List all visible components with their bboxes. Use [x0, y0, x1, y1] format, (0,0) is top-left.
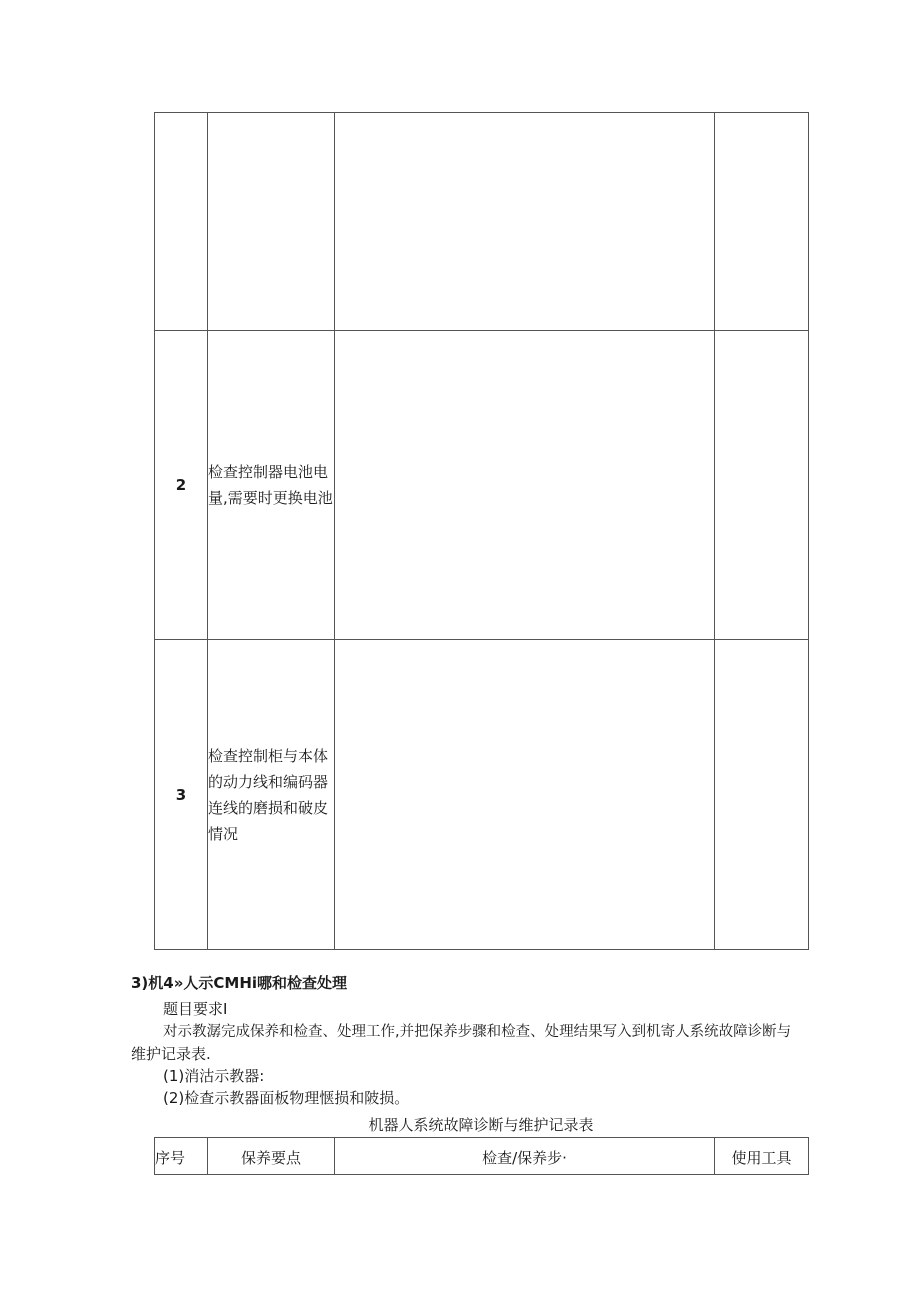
- maintenance-point: [208, 113, 335, 331]
- tools-cell: [715, 113, 809, 331]
- row-number: 2: [155, 331, 208, 640]
- section-heading: 3)机4»人示CMHi哪和检查处理: [131, 974, 348, 992]
- table-row: [155, 113, 809, 331]
- steps-cell: [335, 640, 715, 950]
- steps-cell: [335, 113, 715, 331]
- maintenance-record-table: [154, 1137, 809, 1175]
- list-item-2: (2)检查示教器面板物理惬损和陂损。: [163, 1089, 410, 1107]
- requirements-label: 题目要求I: [163, 1000, 228, 1018]
- header-maintenance-point: 保养要点: [208, 1138, 335, 1175]
- paragraph-line-2: 维护记录表.: [131, 1045, 211, 1063]
- list-item-1: (1)消沽示教器:: [163, 1067, 265, 1085]
- paragraph-line-1: 对示教潺完成保养和检查、处理工作,并把保养步骤和检查、处理结果写入到机寄人系统故障诊断与: [163, 1024, 792, 1040]
- header-number: 序号: [155, 1138, 208, 1175]
- table-header-row: [155, 1138, 809, 1175]
- table-row: [155, 640, 809, 950]
- tools-cell: [715, 331, 809, 640]
- maintenance-point: 检查控制柜与本体的动力线和编码器连线的磨损和破皮情况: [208, 640, 335, 950]
- table-row: [155, 331, 809, 640]
- header-tools: 使用工具: [715, 1138, 809, 1175]
- row-number: 3: [155, 640, 208, 950]
- table-caption: 机器人系统故障诊断与维护记录表: [368, 1116, 594, 1134]
- steps-cell: [335, 331, 715, 640]
- tools-cell: [715, 640, 809, 950]
- header-steps: 检查/保养步·: [335, 1138, 715, 1175]
- maintenance-point: 检查控制器电池电量,需要时更换电池: [208, 331, 335, 640]
- row-number: [155, 113, 208, 331]
- maintenance-table-continued: [154, 112, 809, 950]
